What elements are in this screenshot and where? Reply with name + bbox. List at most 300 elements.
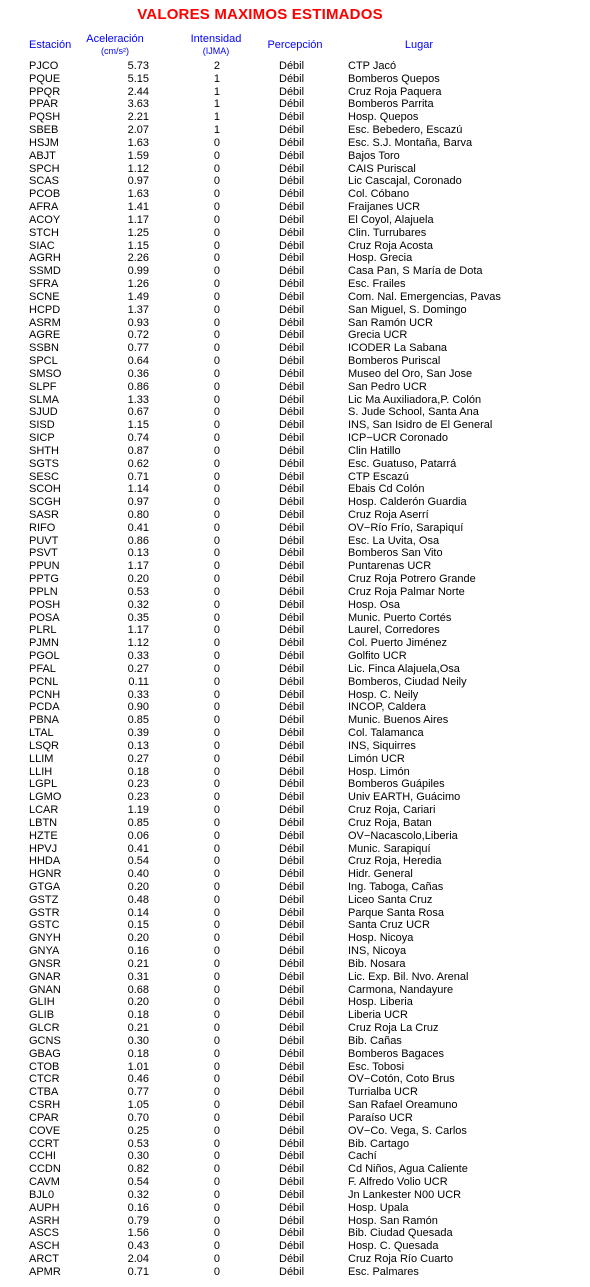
location-name: Cruz Roja Río Cuarto: [348, 1253, 454, 1266]
perception-value: Débil: [279, 201, 305, 214]
acceleration-value: 1.25: [127, 226, 149, 239]
perception-value: Débil: [279, 316, 305, 329]
location-name: San Ramón UCR: [348, 316, 433, 329]
location-name: Casa Pan, S María de Dota: [348, 265, 483, 278]
acceleration-value: 1.17: [127, 560, 149, 573]
station-code: LGPL: [29, 778, 58, 791]
perception-value: Débil: [279, 1265, 305, 1278]
location-name: Cachí: [348, 1150, 377, 1163]
location-name: CTP Jacó: [348, 60, 397, 72]
perception-value: Débil: [279, 560, 305, 573]
table-row: [0, 1086, 590, 1099]
acceleration-value: 0.21: [127, 1022, 149, 1035]
location-name: San Pedro UCR: [348, 380, 427, 393]
station-code: GSTR: [29, 906, 60, 919]
perception-value: Débil: [279, 957, 305, 970]
perception-value: Débil: [279, 149, 305, 162]
intensity-value: 0: [213, 688, 220, 701]
acceleration-value: 0.99: [127, 265, 149, 278]
acceleration-value: 1.12: [127, 162, 149, 175]
perception-value: Débil: [279, 60, 305, 72]
perception-value: Débil: [279, 226, 305, 239]
station-code: SJUD: [29, 406, 58, 419]
acceleration-value: 0.13: [127, 739, 149, 752]
perception-value: Débil: [279, 406, 305, 419]
table-row: [0, 483, 590, 496]
acceleration-value: 0.35: [127, 611, 149, 624]
acceleration-value: 2.44: [127, 85, 149, 98]
location-name: Hosp. Quepos: [348, 111, 419, 124]
perception-value: Débil: [279, 380, 305, 393]
intensity-value: 0: [213, 662, 220, 675]
table-row: [0, 650, 590, 663]
acceleration-value: 0.20: [127, 573, 149, 586]
table-row: [0, 1189, 590, 1202]
perception-value: Débil: [279, 85, 305, 98]
acceleration-value: 1.15: [127, 239, 149, 252]
location-name: S. Jude School, Santa Ana: [348, 406, 479, 419]
intensity-value: 0: [213, 881, 220, 893]
station-code: GNYA: [29, 945, 60, 958]
acceleration-value: 1.33: [127, 393, 149, 406]
station-code: ASRM: [29, 316, 61, 329]
table-row: [0, 265, 590, 278]
station-code: GLIH: [29, 996, 55, 1009]
location-name: Bajos Toro: [348, 149, 400, 162]
intensity-value: 0: [213, 521, 220, 534]
location-name: Bomberos Quepos: [348, 72, 440, 85]
acceleration-value: 0.13: [127, 547, 149, 560]
station-code: LSQR: [29, 739, 59, 752]
acceleration-value: 0.97: [127, 496, 149, 509]
location-name: Cruz Roja Aserrí: [348, 508, 429, 521]
location-name: Hosp. Limón: [348, 765, 410, 778]
location-name: Cruz Roja Palmar Norte: [348, 585, 465, 598]
intensity-value: 0: [213, 496, 220, 509]
intensity-value: 0: [213, 483, 220, 496]
acceleration-value: 1.17: [127, 624, 149, 637]
acceleration-value: 0.40: [127, 868, 149, 881]
perception-value: Débil: [279, 791, 305, 804]
acceleration-value: 0.90: [127, 701, 149, 714]
station-code: GSTZ: [29, 893, 59, 906]
location-name: Bomberos, Ciudad Neily: [348, 675, 467, 688]
perception-value: Débil: [279, 1099, 305, 1112]
station-code: AFRA: [29, 201, 59, 214]
intensity-value: 0: [213, 1073, 220, 1086]
perception-value: Débil: [279, 919, 305, 932]
table-row: [0, 124, 590, 137]
perception-value: Débil: [279, 1034, 305, 1047]
table-row: [0, 714, 590, 727]
intensity-value: 0: [213, 842, 220, 855]
station-code: AUPH: [29, 1201, 60, 1214]
intensity-value: 0: [213, 1099, 220, 1112]
acceleration-value: 0.18: [127, 1009, 149, 1022]
intensity-value: 0: [213, 547, 220, 560]
station-code: CPAR: [29, 1111, 59, 1124]
acceleration-value: 1.59: [127, 149, 149, 162]
intensity-value: 0: [213, 1060, 220, 1073]
table-row: [0, 188, 590, 201]
table-row: [0, 406, 590, 419]
station-code: PPTG: [29, 573, 59, 586]
station-code: CAVM: [29, 1176, 60, 1189]
intensity-value: 0: [213, 213, 220, 226]
location-name: Museo del Oro, San Jose: [348, 367, 473, 380]
table-row: [0, 791, 590, 804]
location-name: Clin. Turrubares: [348, 226, 427, 239]
acceleration-value: 0.85: [127, 816, 149, 829]
table-row: [0, 1163, 590, 1176]
table-row: [0, 1009, 590, 1022]
intensity-value: 0: [213, 573, 220, 586]
intensity-value: 1: [213, 98, 220, 111]
intensity-value: 0: [213, 1034, 220, 1047]
acceleration-value: 0.64: [127, 355, 149, 368]
station-code: HHDA: [29, 855, 61, 868]
table-row: [0, 778, 590, 791]
perception-value: Débil: [279, 816, 305, 829]
station-code: GTGA: [29, 881, 61, 893]
perception-value: Débil: [279, 650, 305, 663]
table-row: [0, 637, 590, 650]
table-row: [0, 291, 590, 304]
perception-value: Débil: [279, 1214, 305, 1227]
acceleration-value: 1.14: [127, 483, 149, 496]
table-row: [0, 163, 590, 176]
perception-value: Débil: [279, 881, 305, 893]
table-row: [0, 175, 590, 188]
location-name: Jn Lankester N00 UCR: [348, 1188, 462, 1201]
table-row: [0, 1112, 590, 1125]
location-name: Hosp. C. Quesada: [348, 1240, 439, 1253]
table-row: [0, 111, 590, 124]
table-row: [0, 689, 590, 702]
perception-value: Débil: [279, 496, 305, 509]
location-name: Liberia UCR: [348, 1009, 408, 1022]
location-name: Fraijanes UCR: [348, 201, 421, 214]
location-name: Hosp. Osa: [348, 598, 400, 611]
acceleration-value: 0.46: [127, 1073, 149, 1086]
table-row: [0, 766, 590, 779]
acceleration-value: 1.41: [127, 201, 149, 214]
table-row: [0, 214, 590, 227]
acceleration-value: 5.73: [127, 60, 149, 72]
perception-value: Débil: [279, 252, 305, 265]
intensity-value: 0: [213, 585, 220, 598]
intensity-value: 0: [213, 444, 220, 457]
intensity-value: 0: [213, 1240, 220, 1253]
table-row: [0, 919, 590, 932]
perception-value: Débil: [279, 111, 305, 124]
station-code: PCNL: [29, 675, 59, 688]
location-name: El Coyol, Alajuela: [348, 213, 434, 226]
intensity-value: 0: [213, 868, 220, 881]
table-row: [0, 945, 590, 958]
perception-value: Débil: [279, 265, 305, 278]
station-code: SLPF: [29, 380, 57, 393]
station-code: PJCO: [29, 60, 59, 72]
perception-value: Débil: [279, 98, 305, 111]
location-name: Bomberos Bagaces: [348, 1047, 444, 1060]
intensity-value: 0: [213, 149, 220, 162]
intensity-value: 0: [213, 290, 220, 303]
table-row: [0, 1266, 590, 1279]
station-code: POSH: [29, 598, 61, 611]
station-code: HZTE: [29, 829, 58, 842]
station-code: PPLN: [29, 585, 58, 598]
perception-value: Débil: [279, 239, 305, 252]
table-row: [0, 804, 590, 817]
station-code: SCOH: [29, 483, 61, 496]
header-lugar: Lugar: [404, 39, 434, 51]
intensity-value: 0: [213, 778, 220, 791]
location-name: Hosp. Calderón Guardia: [348, 496, 467, 509]
perception-value: Débil: [279, 136, 305, 149]
intensity-value: 0: [213, 650, 220, 663]
table-row: [0, 1240, 590, 1253]
perception-value: Débil: [279, 611, 305, 624]
acceleration-value: 0.54: [127, 855, 149, 868]
intensity-value: 0: [213, 560, 220, 573]
station-code: PJMN: [29, 637, 59, 650]
location-name: Cruz Roja, Cariari: [348, 804, 436, 817]
location-name: CTP Escazú: [348, 470, 409, 483]
acceleration-value: 1.17: [127, 213, 149, 226]
perception-value: Débil: [279, 778, 305, 791]
acceleration-value: 0.18: [127, 1047, 149, 1060]
location-name: Bomberos Parrita: [348, 98, 434, 111]
station-code: CSRH: [29, 1099, 61, 1112]
location-name: Turrialba UCR: [348, 1086, 418, 1099]
intensity-value: 0: [213, 1176, 220, 1189]
station-code: SICP: [29, 432, 55, 445]
location-name: Hidr. General: [348, 868, 413, 881]
intensity-value: 0: [213, 252, 220, 265]
location-name: Cruz Roja Potrero Grande: [348, 573, 476, 586]
perception-value: Débil: [279, 829, 305, 842]
table-row: [0, 150, 590, 163]
station-code: SBEB: [29, 124, 59, 137]
intensity-value: 0: [213, 804, 220, 817]
location-name: Golfito UCR: [348, 650, 407, 663]
location-name: Laurel, Corredores: [348, 624, 440, 637]
station-code: HGNR: [29, 868, 62, 881]
acceleration-value: 0.70: [127, 1111, 149, 1124]
header-estacion: Estación: [29, 39, 72, 51]
intensity-value: 0: [213, 752, 220, 765]
location-name: Cruz Roja, Batan: [348, 816, 432, 829]
intensity-value: 0: [213, 1086, 220, 1099]
table-row: [0, 86, 590, 99]
station-code: SLMA: [29, 393, 59, 406]
location-name: INS, San Isidro de El General: [348, 419, 493, 432]
station-code: SSMD: [29, 265, 61, 278]
intensity-value: 0: [213, 996, 220, 1009]
acceleration-value: 0.23: [127, 778, 149, 791]
table-row: [0, 868, 590, 881]
station-code: PFAL: [29, 662, 56, 675]
perception-value: Débil: [279, 983, 305, 996]
table-row: [0, 907, 590, 920]
perception-value: Débil: [279, 893, 305, 906]
perception-value: Débil: [279, 457, 305, 470]
table-row: [0, 547, 590, 560]
intensity-value: 0: [213, 278, 220, 291]
acceleration-value: 0.27: [127, 752, 149, 765]
perception-value: Débil: [279, 765, 305, 778]
station-code: SASR: [29, 508, 59, 521]
intensity-value: 0: [213, 611, 220, 624]
intensity-value: 0: [213, 393, 220, 406]
location-name: Bib. Nosara: [348, 957, 406, 970]
intensity-value: 0: [213, 1137, 220, 1150]
intensity-value: 0: [213, 265, 220, 278]
station-code: RIFO: [29, 521, 56, 534]
station-code: GCNS: [29, 1034, 61, 1047]
perception-value: Débil: [279, 1150, 305, 1163]
intensity-value: 0: [213, 945, 220, 958]
perception-value: Débil: [279, 124, 305, 137]
perception-value: Débil: [279, 470, 305, 483]
location-name: Esc. Palmares: [348, 1265, 419, 1278]
table-row: [0, 471, 590, 484]
acceleration-value: 2.07: [127, 124, 149, 137]
acceleration-value: 0.71: [127, 470, 149, 483]
table-row: [0, 1022, 590, 1035]
perception-value: Débil: [279, 842, 305, 855]
location-name: Hosp. Nicoya: [348, 932, 414, 945]
perception-value: Débil: [279, 1060, 305, 1073]
intensity-value: 0: [213, 919, 220, 932]
station-code: PQUE: [29, 72, 61, 85]
acceleration-value: 0.48: [127, 893, 149, 906]
intensity-value: 0: [213, 1022, 220, 1035]
location-name: Cd Niños, Agua Caliente: [348, 1163, 468, 1176]
station-code: PBNA: [29, 714, 59, 727]
table-row: [0, 1176, 590, 1189]
location-name: Limón UCR: [348, 752, 405, 765]
intensity-value: 0: [213, 906, 220, 919]
table-row: [0, 368, 590, 381]
table-row: [0, 73, 590, 86]
acceleration-value: 0.93: [127, 316, 149, 329]
perception-value: Débil: [279, 290, 305, 303]
table-row: [0, 599, 590, 612]
acceleration-value: 1.19: [127, 804, 149, 817]
perception-value: Débil: [279, 162, 305, 175]
table-row: [0, 881, 590, 894]
station-code: SISD: [29, 419, 55, 432]
station-code: HSJM: [29, 136, 59, 149]
station-code: PCOB: [29, 188, 61, 201]
acceleration-value: 0.82: [127, 1163, 149, 1176]
table-row: [0, 137, 590, 150]
station-code: PPUN: [29, 560, 60, 573]
intensity-value: 0: [213, 1163, 220, 1176]
location-name: Esc. S.J. Montaña, Barva: [348, 136, 473, 149]
acceleration-value: 0.16: [127, 1201, 149, 1214]
perception-value: Débil: [279, 303, 305, 316]
station-code: SCGH: [29, 496, 61, 509]
intensity-value: 0: [213, 406, 220, 419]
acceleration-value: 0.43: [127, 1240, 149, 1253]
location-name: Grecia UCR: [348, 329, 408, 342]
perception-value: Débil: [279, 188, 305, 201]
station-code: PCDA: [29, 701, 60, 714]
location-name: Ing. Taboga, Cañas: [348, 881, 444, 893]
intensity-value: 0: [213, 983, 220, 996]
location-name: Bomberos San Vito: [348, 547, 443, 560]
acceleration-value: 0.23: [127, 791, 149, 804]
perception-value: Débil: [279, 1124, 305, 1137]
location-name: INS, Nicoya: [348, 945, 407, 958]
perception-value: Débil: [279, 598, 305, 611]
intensity-value: 0: [213, 226, 220, 239]
table-row: [0, 1125, 590, 1138]
acceleration-value: 2.21: [127, 111, 149, 124]
header-intensidad-label: Intensidad: [190, 33, 242, 45]
location-name: Univ EARTH, Guácimo: [348, 791, 461, 804]
table-row: [0, 958, 590, 971]
table-row: [0, 342, 590, 355]
station-code: AGRE: [29, 329, 61, 342]
intensity-value: 0: [213, 791, 220, 804]
acceleration-value: 0.77: [127, 342, 149, 355]
station-code: PPQR: [29, 85, 61, 98]
location-name: Puntarenas UCR: [348, 560, 432, 573]
acceleration-value: 1.01: [127, 1060, 149, 1073]
perception-value: Débil: [279, 752, 305, 765]
intensity-value: 0: [213, 534, 220, 547]
location-name: Munic. Puerto Cortés: [348, 611, 452, 624]
perception-value: Débil: [279, 906, 305, 919]
table-row: [0, 612, 590, 625]
acceleration-value: 0.67: [127, 406, 149, 419]
intensity-value: 0: [213, 419, 220, 432]
location-name: OV−Co. Vega, S. Carlos: [348, 1124, 467, 1137]
acceleration-value: 5.15: [127, 72, 149, 85]
location-name: Cruz Roja Acosta: [348, 239, 433, 252]
table-row: [0, 1227, 590, 1240]
acceleration-value: 0.30: [127, 1034, 149, 1047]
intensity-value: 0: [213, 188, 220, 201]
intensity-value: 2: [213, 60, 220, 72]
location-name: Esc. Frailes: [348, 278, 406, 291]
location-name: Lic Cascajal, Coronado: [348, 175, 462, 188]
table-row: [0, 984, 590, 997]
location-name: Lic. Finca Alajuela,Osa: [348, 662, 460, 675]
table-row: [0, 496, 590, 509]
perception-value: Débil: [279, 329, 305, 342]
table-row: [0, 996, 590, 1009]
table-row: [0, 971, 590, 984]
location-name: Clin Hatillo: [348, 444, 401, 457]
acceleration-value: 1.05: [127, 1099, 149, 1112]
station-code: SHTH: [29, 444, 59, 457]
perception-value: Débil: [279, 714, 305, 727]
acceleration-value: 0.25: [127, 1124, 149, 1137]
location-name: San Rafael Oreamuno: [348, 1099, 458, 1112]
acceleration-value: 0.79: [127, 1214, 149, 1227]
intensity-value: 0: [213, 701, 220, 714]
location-name: San Miguel, S. Domingo: [348, 303, 467, 316]
table-row: [0, 98, 590, 111]
location-name: INS, Siquirres: [348, 739, 416, 752]
intensity-value: 0: [213, 714, 220, 727]
location-name: Lic Ma Auxiliadora,P. Colón: [348, 393, 482, 406]
